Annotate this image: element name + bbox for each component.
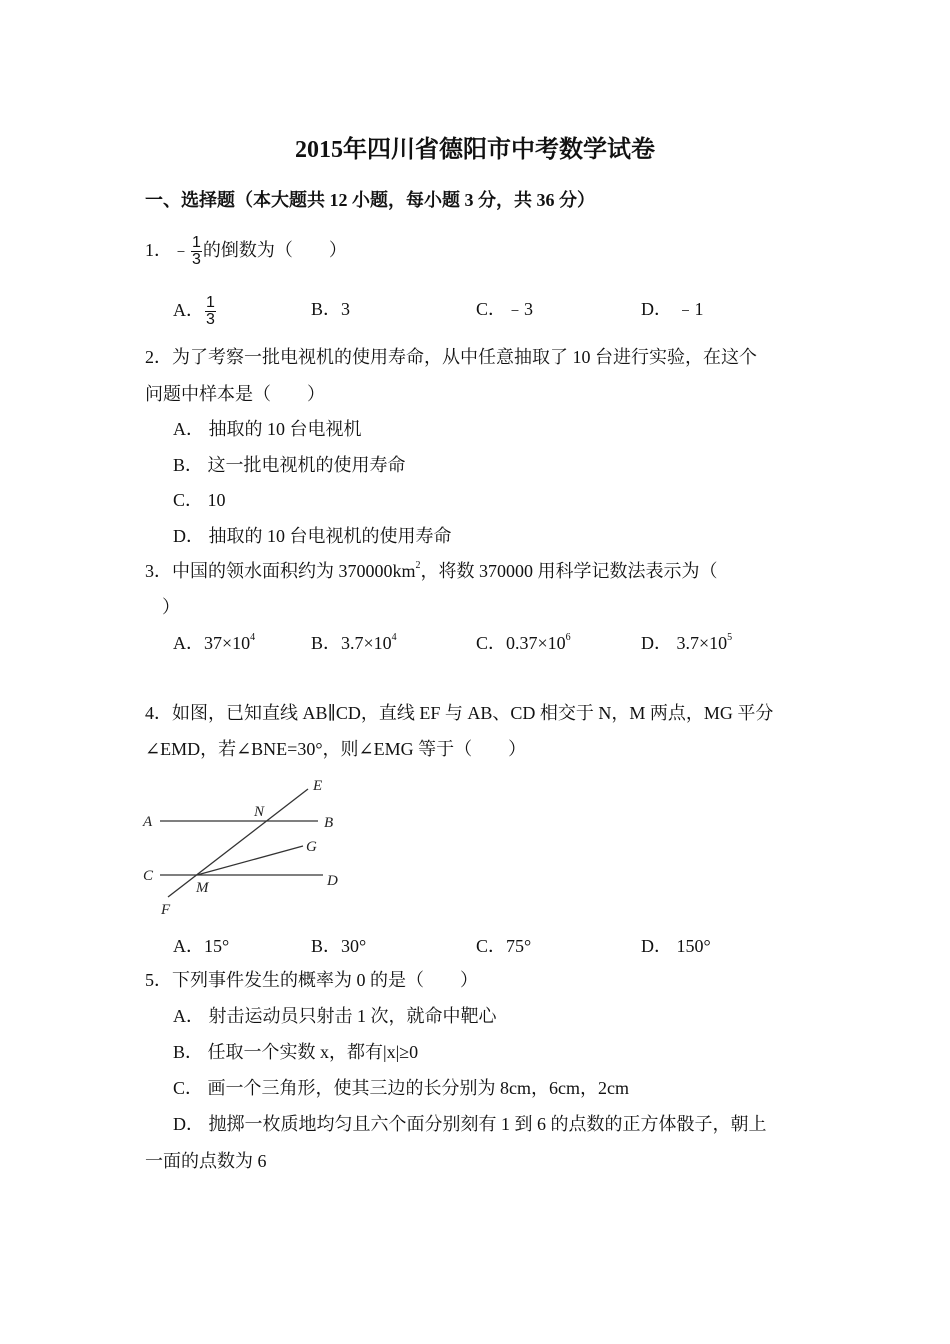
option-a [173,292,217,328]
option-d: D． 抽取的 10 台电视机的使用寿命 [173,526,452,546]
option-a: A． 抽取的 10 台电视机 [173,419,362,439]
section-heading: 一、选择题（本大题共 12 小题，每小题 3 分，共 36 分） [145,190,595,210]
label-b: B [324,815,334,831]
fraction-denominator: 3 [192,251,201,269]
option-b: B． 任取一个实数 x，都有|x|≥0 [173,1042,419,1062]
option-c: C． 画一个三角形，使其三边的长分别为 8cm，6cm，2cm [173,1078,629,1098]
question-3-line-1 [145,562,718,580]
question-1 [145,232,347,268]
geometry-figure [135,770,355,920]
question-text: 的倒数为（ ） [202,240,347,260]
superscript: 4 [391,632,397,643]
label-e: E [313,778,323,794]
option-b [311,634,397,652]
page-title: 2015年四川省德阳市中考数学试卷 [295,137,655,163]
fraction-denominator: 3 [206,311,215,329]
option-d: D． ﹣1 [641,299,704,319]
option-a: A． 射击运动员只射击 1 次，就命中靶心 [173,1006,497,1026]
superscript: 4 [250,632,256,643]
option-d-continued: 一面的点数为 6 [145,1151,267,1171]
question-2-line-1: 2．为了考察一批电视机的使用寿命，从中任意抽取了 10 台进行实验，在这个 [145,347,757,367]
label-d: D [327,873,338,889]
option-text: A．37×10 [173,633,251,653]
minus-sign: ﹣ [172,240,190,260]
label-m: M [196,880,209,896]
label-a: A [143,814,153,830]
question-text: ，将数 370000 用科学记数法表示为（ [420,561,718,581]
option-d: D． 150° [641,936,711,956]
fraction-numerator: 1 [206,294,215,312]
option-c: C．﹣3 [476,299,534,319]
question-4-line-2: ∠EMD，若∠BNE=30°，则∠EMG 等于（ ） [145,739,527,759]
option-d [641,634,732,652]
option-c [476,634,571,652]
superscript: 5 [727,632,733,643]
option-a: A．15° [173,936,230,956]
option-text: B．3.7×10 [311,633,392,653]
option-b: B． 这一批电视机的使用寿命 [173,455,406,475]
option-b: B．3 [311,299,351,319]
option-a [173,634,255,652]
option-a-label: A． [173,300,204,320]
option-a-fraction [205,295,216,328]
label-c: C [143,868,154,884]
option-text: C．0.37×10 [476,633,566,653]
question-3-line-2: ） [162,597,180,617]
question-4-line-1: 4．如图，已知直线 AB∥CD，直线 EF 与 AB、CD 相交于 N，M 两点，MG 平分 [145,703,774,723]
line-ef [168,789,308,897]
label-n: N [254,804,265,820]
question-2-line-2: 问题中样本是（ ） [145,384,325,404]
option-c: C． 10 [173,490,226,510]
ray-mg [197,846,303,875]
superscript: 6 [565,632,571,643]
label-f: F [161,902,171,918]
option-b: B．30° [311,936,367,956]
option-d: D． 抛掷一枚质地均匀且六个面分别刻有 1 到 6 的点数的正方体骰子，朝上 [173,1114,767,1134]
superscript: 2 [415,560,421,571]
label-g: G [306,839,317,855]
question-number: 1． [145,240,172,260]
option-text: D． 3.7×10 [641,633,728,653]
question-text: 3．中国的领水面积约为 370000km [145,561,416,581]
question-5-line-1: 5．下列事件发生的概率为 0 的是（ ） [145,970,478,990]
fraction-numerator: 1 [192,234,201,252]
fraction [191,235,202,268]
option-c: C．75° [476,936,532,956]
